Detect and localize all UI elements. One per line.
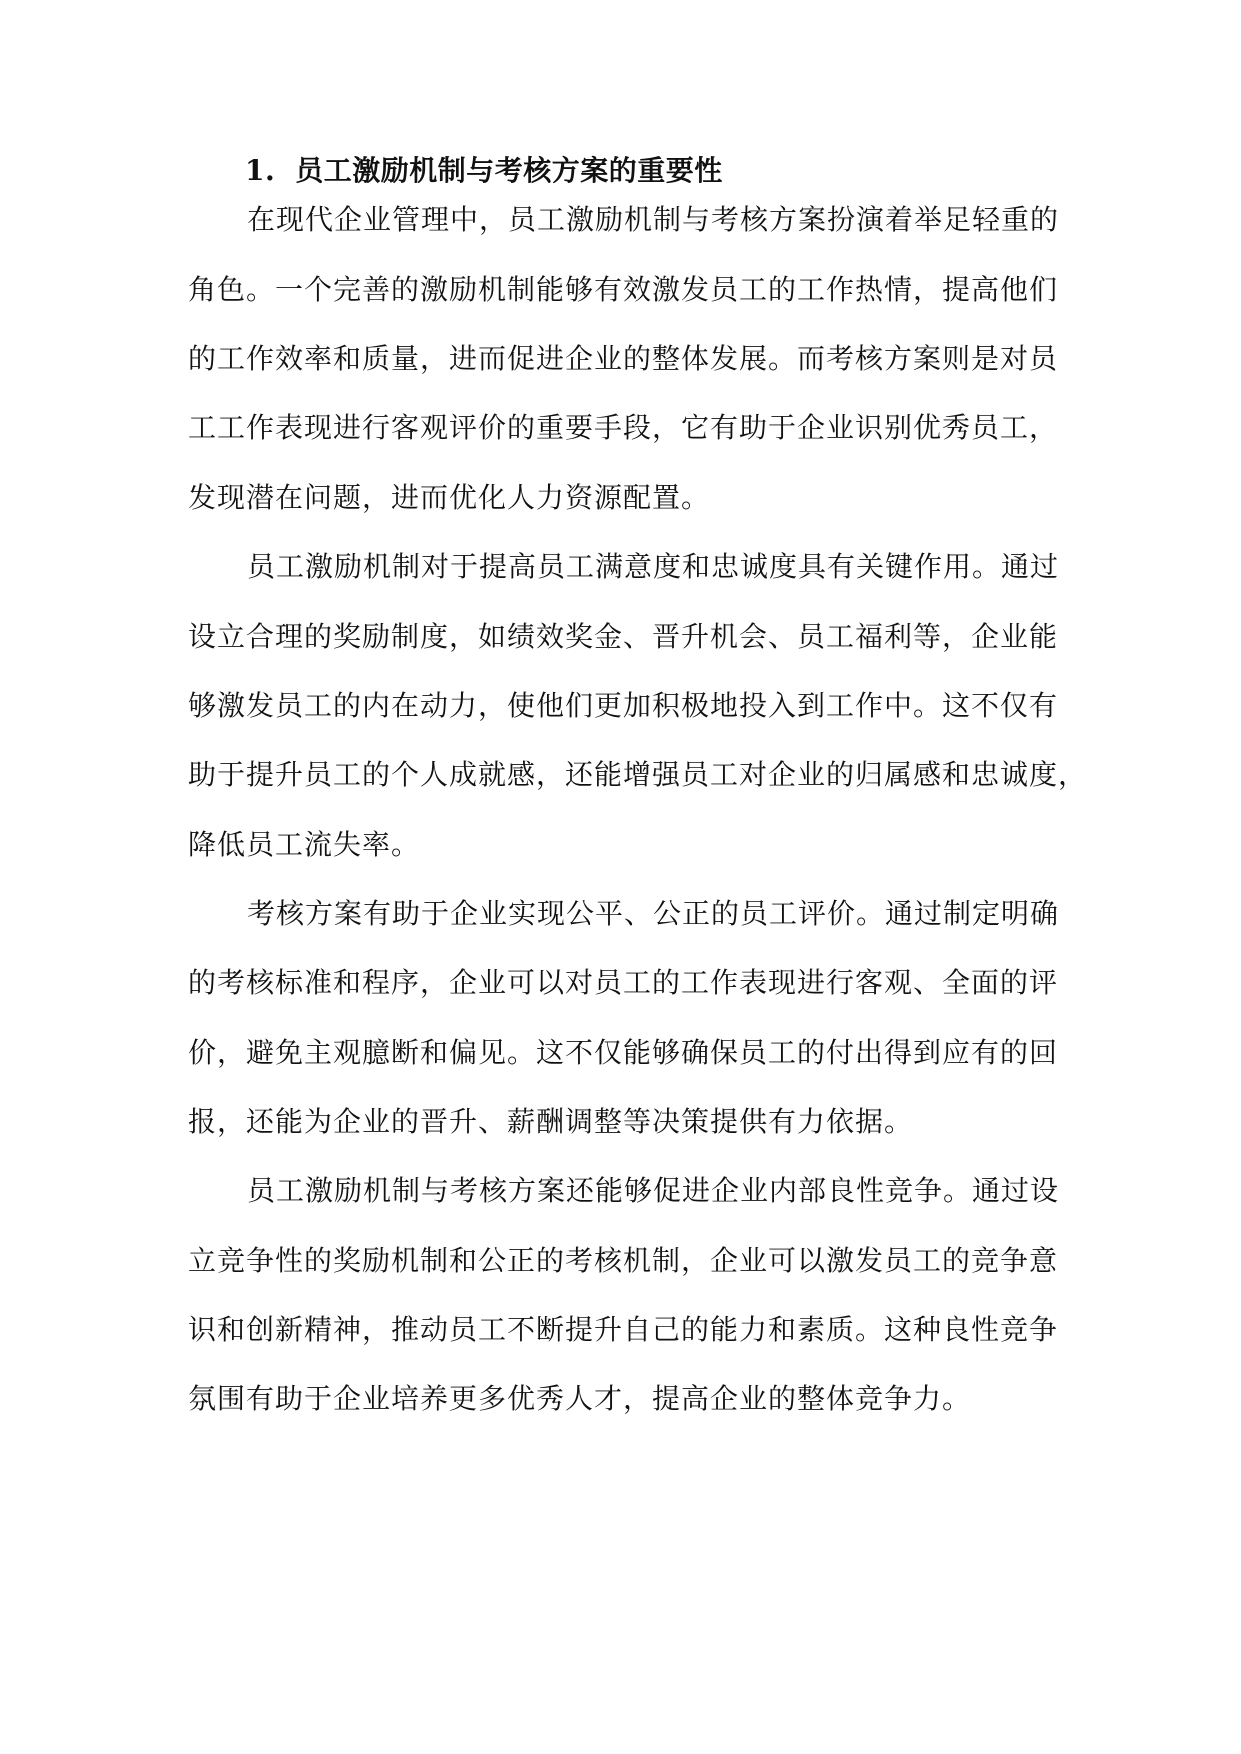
- paragraph-line: 在现代企业管理中，员工激励机制与考核方案扮演着举足轻重的: [247, 203, 1060, 236]
- paragraph-line: 发现潜在问题，进而优化人力资源配置。: [188, 481, 711, 514]
- paragraph-line: 氛围有助于企业培养更多优秀人才，提高企业的整体竞争力。: [188, 1382, 972, 1415]
- paragraph-line: 报，还能为企业的晋升、薪酬调整等决策提供有力依据。: [188, 1105, 914, 1138]
- paragraph-line: 识和创新精神，推动员工不断提升自己的能力和素质。这种良性竞争: [188, 1313, 1059, 1346]
- paragraph-line: 员工激励机制与考核方案还能够促进企业内部良性竞争。通过设: [247, 1174, 1060, 1207]
- paragraph-line: 价，避免主观臆断和偏见。这不仅能够确保员工的付出得到应有的回: [188, 1036, 1059, 1069]
- paragraph-line: 助于提升员工的个人成就感，还能增强员工对企业的归属感和忠诚度，: [188, 758, 1088, 791]
- paragraph-line: 员工激励机制对于提高员工满意度和忠诚度具有关键作用。通过: [247, 550, 1060, 583]
- paragraph-line: 角色。一个完善的激励机制能够有效激发员工的工作热情，提高他们: [188, 273, 1059, 306]
- paragraph-line: 的考核标准和程序，企业可以对员工的工作表现进行客观、全面的评: [188, 966, 1059, 999]
- paragraph-line: 工工作表现进行客观评价的重要手段，它有助于企业识别优秀员工，: [188, 411, 1059, 444]
- section-number: 1.: [245, 154, 276, 187]
- section-heading: [245, 146, 723, 196]
- paragraph-line: 的工作效率和质量，进而促进企业的整体发展。而考核方案则是对员: [188, 342, 1059, 375]
- section-title: 员工激励机制与考核方案的重要性: [295, 154, 723, 187]
- paragraph-line: 降低员工流失率。: [188, 828, 421, 861]
- paragraph-line: 考核方案有助于企业实现公平、公正的员工评价。通过制定明确: [247, 897, 1060, 930]
- paragraph-line: 够激发员工的内在动力，使他们更加积极地投入到工作中。这不仅有: [188, 689, 1059, 722]
- paragraph-line: 设立合理的奖励制度，如绩效奖金、晋升机会、员工福利等，企业能: [188, 620, 1059, 653]
- paragraph-line: 立竞争性的奖励机制和公正的考核机制，企业可以激发员工的竞争意: [188, 1244, 1059, 1277]
